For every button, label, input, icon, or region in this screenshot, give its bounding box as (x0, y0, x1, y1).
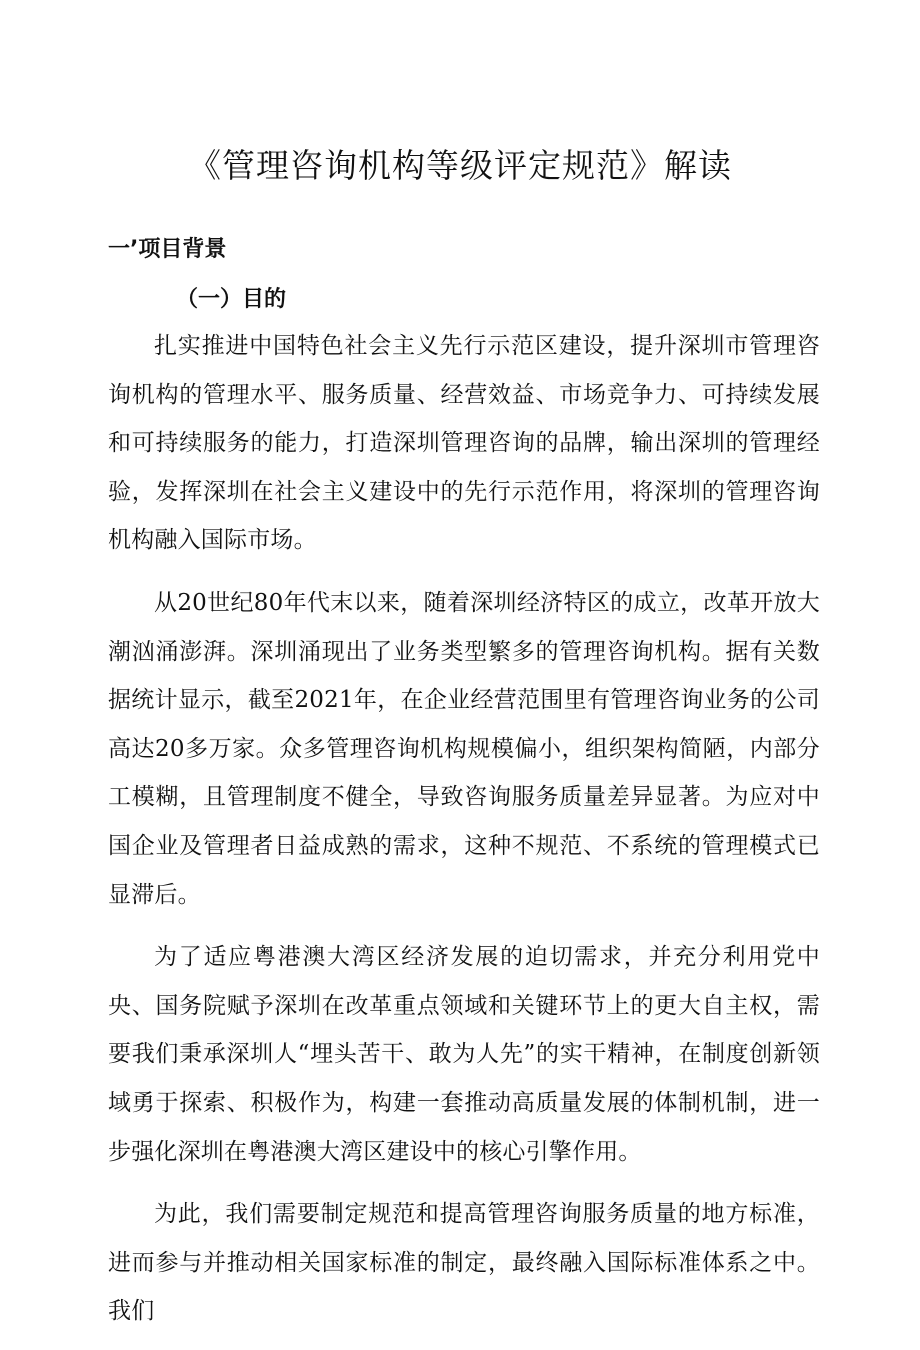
paragraph: 从20世纪80年代末以来，随着深圳经济特区的成立，改革开放大潮汹涌澎湃。深圳涌现出了业务类型繁多的管理咨询机构。据有关数据统计显示，截至2021年，在企业经营范围里有管理咨询业务的公司高达20多万家。众多管理咨询机构规模偏小，组织架构简陋，内部分工模糊，且管理制度不健全，导致咨询服务质量差异显著。为应对中国企业及管理者日益成熟的需求，这种不规范、不系统的管理模式已显滞后。 (108, 589, 820, 908)
section-heading-project-background: 一’项目背景 (108, 237, 227, 262)
paragraph: 为此，我们需要制定规范和提高管理咨询服务质量的地方标准，进而参与并推动相关国家标准的制定，最终融入国际标准体系之中。我们 (108, 1201, 820, 1325)
body-text (108, 322, 820, 1350)
paragraph: 为了适应粤港澳大湾区经济发展的迫切需求，并充分利用党中央、国务院赋予深圳在改革重点领域和关键环节上的更大自主权，需要我们秉承深圳人“埋头苦干、敢为人先”的实干精神，在制度创新领域勇于探索、积极作为，构建一套推动高质量发展的体制机制，进一步强化深圳在粤港澳大湾区建设中的核心引擎作用。 (108, 944, 820, 1165)
document-title: 《管理咨询机构等级评定规范》解读 (188, 146, 732, 185)
sub-heading-purpose: （一）目的 (176, 287, 287, 312)
paragraph: 扎实推进中国特色社会主义先行示范区建设，提升深圳市管理咨询机构的管理水平、服务质量、经营效益、市场竞争力、可持续发展和可持续服务的能力，打造深圳管理咨询的品牌，输出深圳的管理经验，发挥深圳在社会主义建设中的先行示范作用，将深圳的管理咨询机构融入国际市场。 (108, 333, 820, 554)
